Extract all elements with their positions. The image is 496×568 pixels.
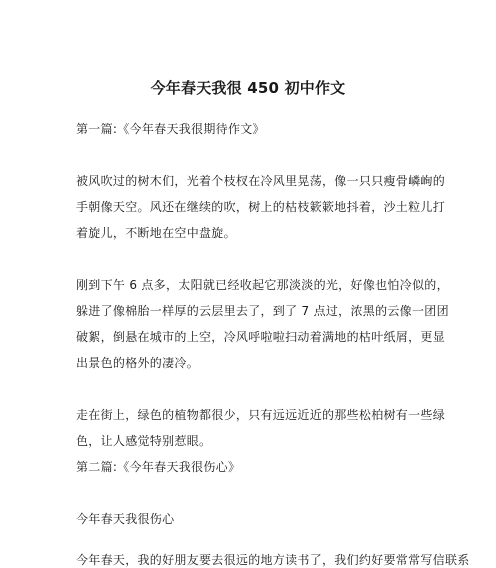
paragraph-3-line-1: 走在街上，绿色的植物都很少，只有远远近近的那些松柏树有一些绿 bbox=[76, 408, 446, 422]
document-title: 今年春天我很 450 初中作文 bbox=[150, 79, 346, 97]
section-heading-1: 第一篇:《今年春天我很期待作文》 bbox=[76, 122, 265, 136]
paragraph-2-line-4: 出景色的格外的凄冷。 bbox=[76, 356, 200, 370]
paragraph-2-line-1: 刚到下午 6 点多，太阳就已经收起它那淡淡的光，好像也怕冷似的， bbox=[76, 278, 449, 292]
paragraph-1-line-2: 手朝像天空。风还在继续的吹，树上的枯枝簌簌地抖着，沙土粒儿打 bbox=[76, 200, 446, 214]
paragraph-1-line-3: 着旋儿，不断地在空中盘旋。 bbox=[76, 226, 236, 240]
section-heading-2: 第二篇:《今年春天我很伤心》 bbox=[76, 460, 241, 474]
paragraph-4: 今年春天我很伤心 bbox=[76, 512, 175, 526]
paragraph-2-line-2: 躲进了像棉胎一样厚的云层里去了，到了 7 点过，浓黑的云像一团团 bbox=[76, 304, 449, 318]
cutoff-text: 今年春天，我的好朋友要去很远的地方读书了，我们约好要常常写信联系 bbox=[76, 553, 470, 567]
cutoff-text-line bbox=[76, 552, 470, 567]
paragraph-1-line-1: 被风吹过的树木们，光着个枝杈在冷风里晃荡，像一只只瘦骨嶙峋的 bbox=[76, 174, 446, 188]
paragraph-3-line-2: 色，让人感觉特别惹眼。 bbox=[76, 434, 212, 448]
paragraph-2-line-3: 破絮，倒悬在城市的上空，冷风呼啦啦扫动着满地的枯叶纸屑，更显 bbox=[76, 330, 446, 344]
